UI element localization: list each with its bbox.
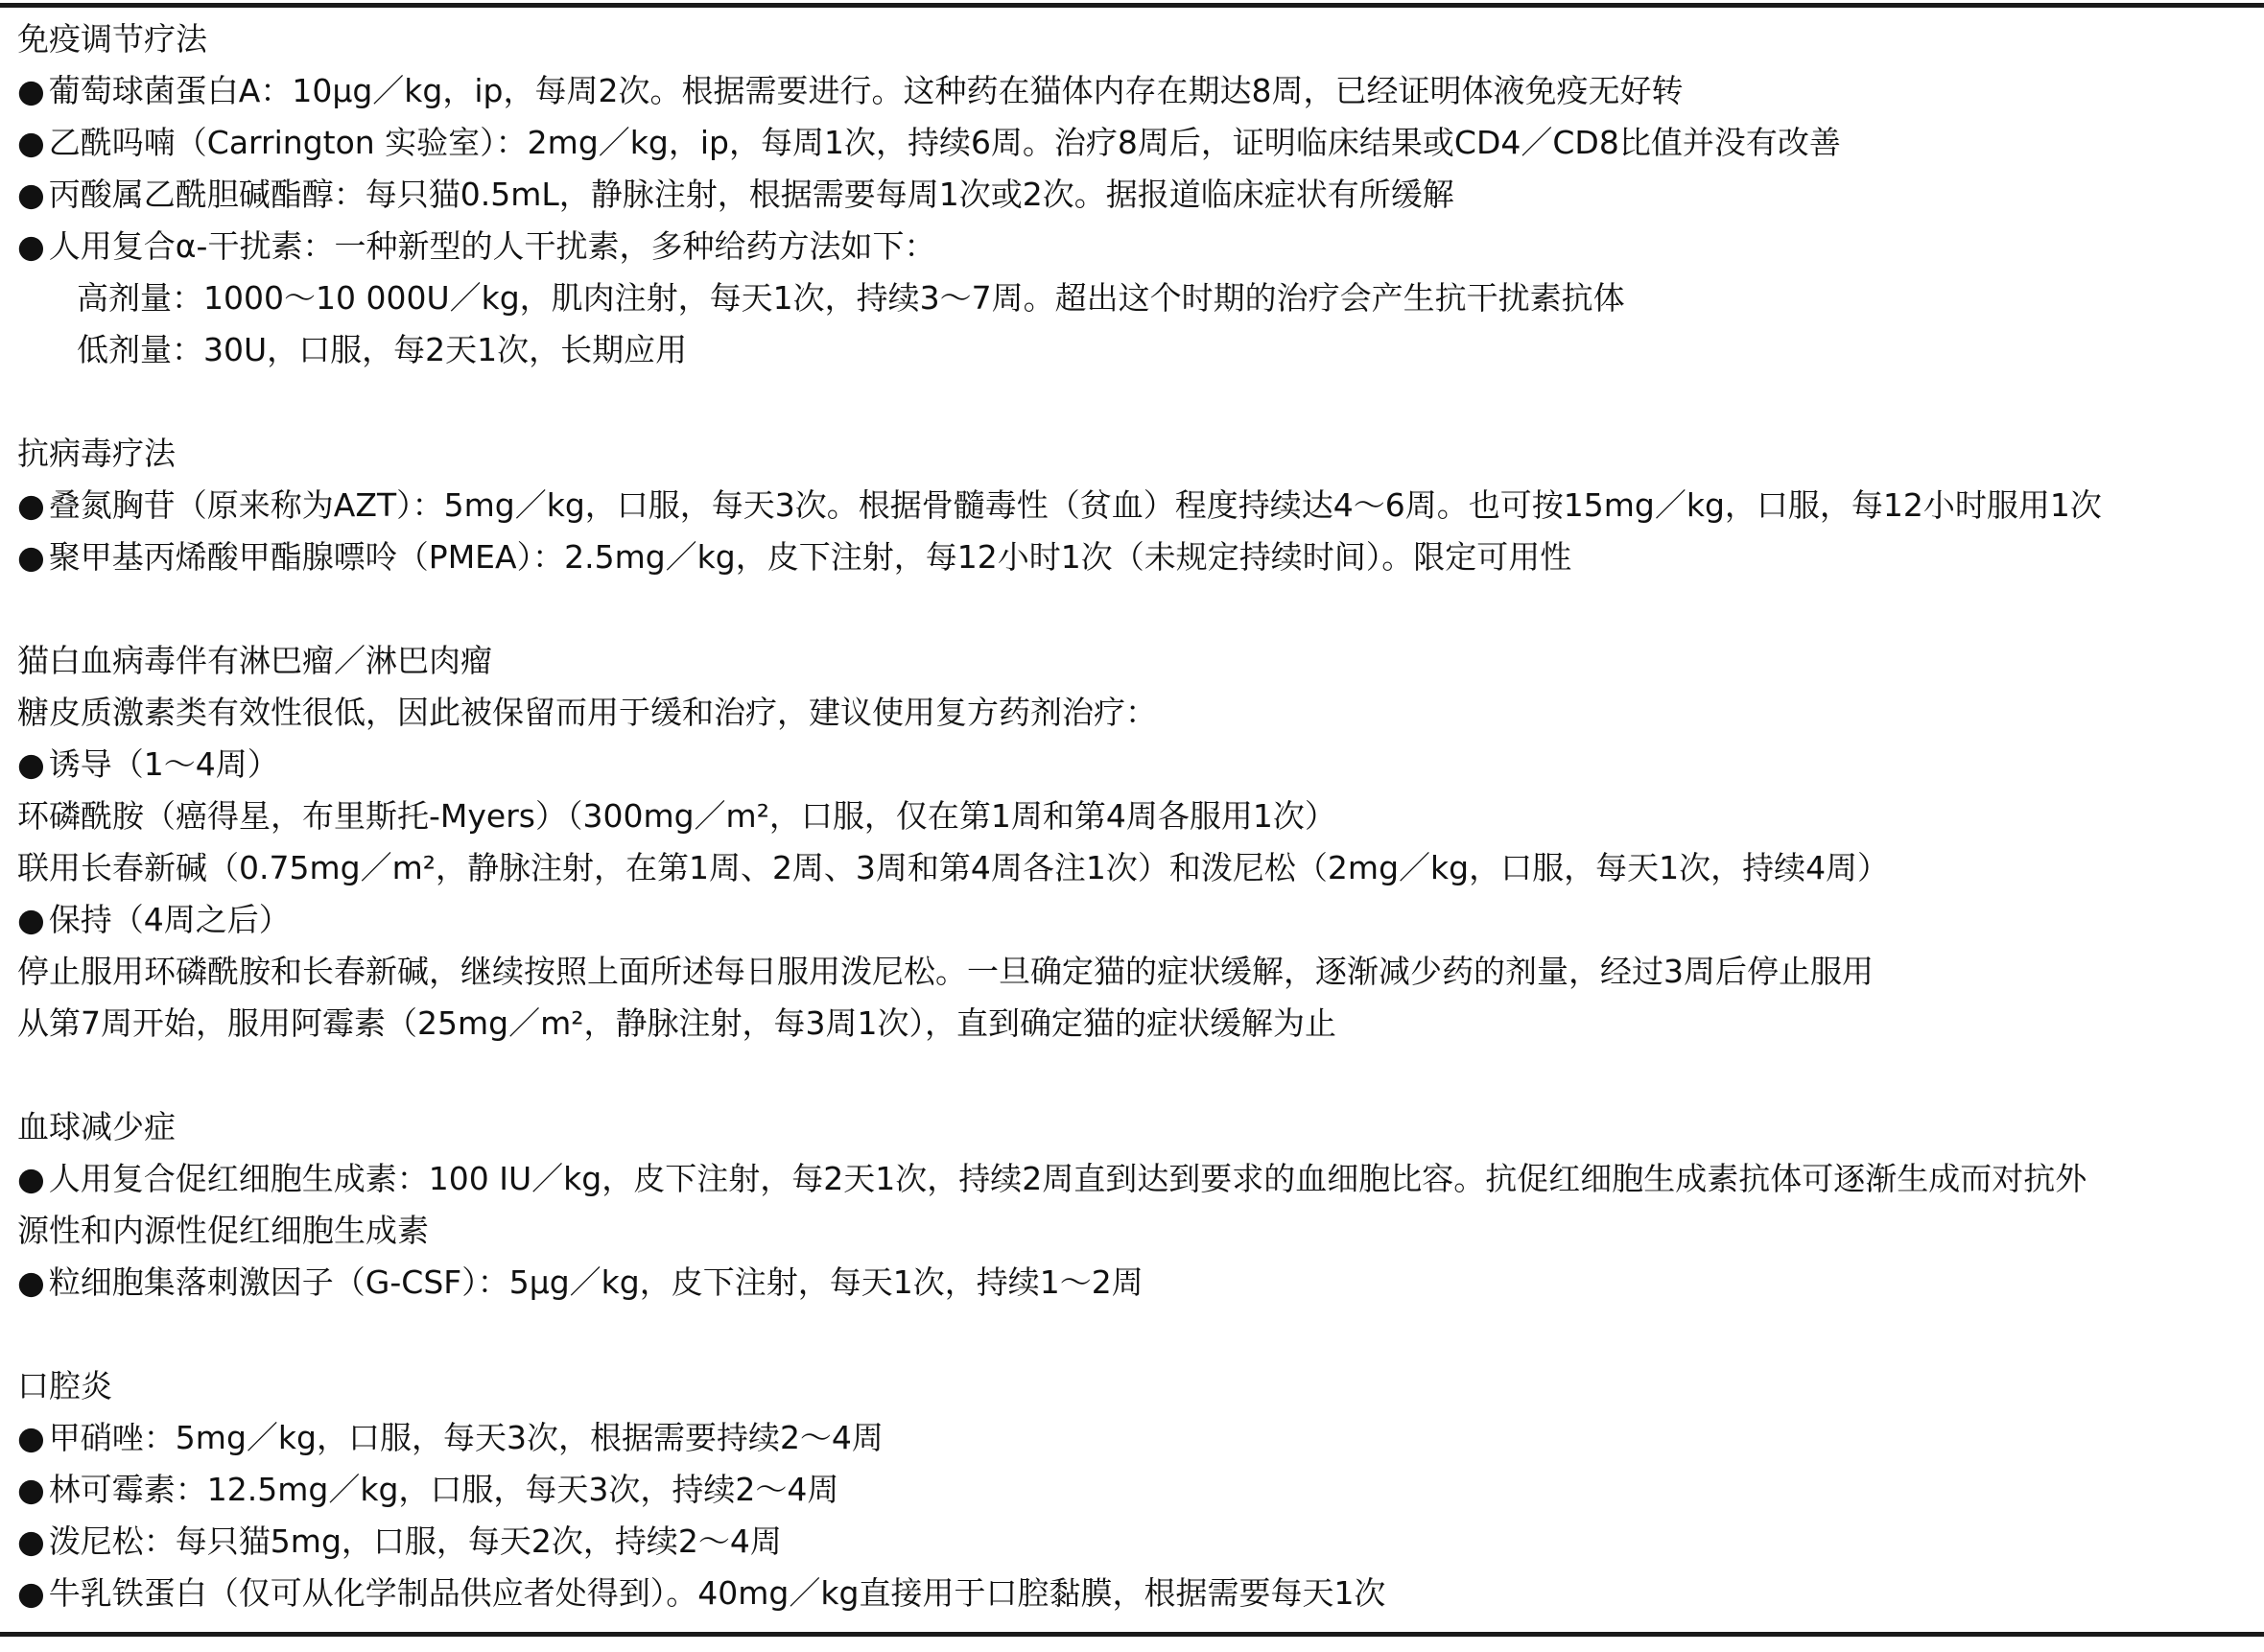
list-item: ● 保持（4周之后） <box>17 894 2252 946</box>
list-item: ● 人用复合α-干扰素：一种新型的人干扰素，多种给药方法如下： <box>17 221 2252 272</box>
list-item: ● 葡萄球菌蛋白A：10μg／kg，ip，每周2次。根据需要进行。这种药在猫体内存在期达8周，已经证明体液免疫无好转 <box>17 65 2252 117</box>
list-item: ● 人用复合促红细胞生成素：100 IU／kg，皮下注射，每2天1次，持续2周直到达到要求的血细胞比容。抗促红细胞生成素抗体可逐渐生成而对抗外 <box>17 1153 2252 1205</box>
list-item: ● 诱导（1～4周） <box>17 739 2252 791</box>
list-item: ● 乙酰吗喃（Carrington 实验室）：2mg／kg，ip，每周1次，持续6周。治疗8周后，证明临床结果或CD4／CD8比值并没有改善 <box>17 117 2252 169</box>
section-heading: 免疫调节疗法 <box>17 20 207 58</box>
document-body <box>17 13 2252 1619</box>
sub-item: 低剂量：30U，口服，每2天1次，长期应用 <box>77 331 688 368</box>
list-item: ● 粒细胞集落刺激因子（G-CSF）：5μg／kg，皮下注射，每天1次，持续1～2周 <box>17 1257 2252 1309</box>
section-felv-lymphoma <box>17 635 2252 1050</box>
section-heading: 血球减少症 <box>17 1108 176 1145</box>
paragraph-line: 从第7周开始，服用阿霉素（25mg／m²，静脉注射，每3周1次），直到确定猫的症状缓解为止 <box>17 1004 1336 1042</box>
paragraph-line: 环磷酰胺（癌得星，布里斯托-Myers）（300mg／m²，口服，仅在第1周和第4周各服用1次） <box>17 797 1336 835</box>
list-item: ● 丙酸属乙酰胆碱酯醇：每只猫0.5mL，静脉注射，根据需要每周1次或2次。据报道临床症状有所缓解 <box>17 169 2252 221</box>
list-item: ● 牛乳铁蛋白（仅可从化学制品供应者处得到）。40mg／kg直接用于口腔黏膜，根据需要每天1次 <box>17 1568 2252 1619</box>
list-item: ● 甲硝唑：5mg／kg，口服，每天3次，根据需要持续2～4周 <box>17 1412 2252 1464</box>
paragraph-line: 糖皮质激素类有效性很低，因此被保留而用于缓和治疗，建议使用复方药剂治疗： <box>17 694 1157 731</box>
section-antiviral <box>17 428 2252 583</box>
paragraph-line: 源性和内源性促红细胞生成素 <box>17 1212 429 1249</box>
sub-item: 高剂量：1000～10 000U／kg，肌肉注射，每天1次，持续3～7周。超出这个时期的治疗会产生抗干扰素抗体 <box>77 279 1625 317</box>
paragraph-line: 停止服用环磷酰胺和长春新碱，继续按照上面所述每日服用泼尼松。一旦确定猫的症状缓解，逐渐减少药的剂量，经过3周后停止服用 <box>17 953 1874 990</box>
paragraph-line: 联用长春新碱（0.75mg／m²，静脉注射，在第1周、2周、3周和第4周各注1次）和泼尼松（2mg／kg，口服，每天1次，持续4周） <box>17 849 1890 886</box>
list-item: ● 泼尼松：每只猫5mg，口服，每天2次，持续2～4周 <box>17 1516 2252 1568</box>
section-heading: 猫白血病毒伴有淋巴瘤／淋巴肉瘤 <box>17 642 492 679</box>
section-heading: 抗病毒疗法 <box>17 435 176 472</box>
section-stomatitis <box>17 1360 2252 1619</box>
list-item: ● 聚甲基丙烯酸甲酯腺嘌呤（PMEA）：2.5mg／kg，皮下注射，每12小时1次（未规定持续时间）。限定可用性 <box>17 531 2252 583</box>
top-rule <box>0 3 2264 8</box>
list-item: ● 林可霉素：12.5mg／kg，口服，每天3次，持续2～4周 <box>17 1464 2252 1516</box>
section-immunotherapy <box>17 13 2252 376</box>
list-item: ● 叠氮胸苷（原来称为AZT）：5mg／kg，口服，每天3次。根据骨髓毒性（贫血）程度持续达4～6周。也可按15mg／kg，口服，每12小时服用1次 <box>17 480 2252 531</box>
section-heading: 口腔炎 <box>17 1367 112 1404</box>
bottom-rule <box>0 1632 2264 1637</box>
section-cytopenia <box>17 1101 2252 1309</box>
